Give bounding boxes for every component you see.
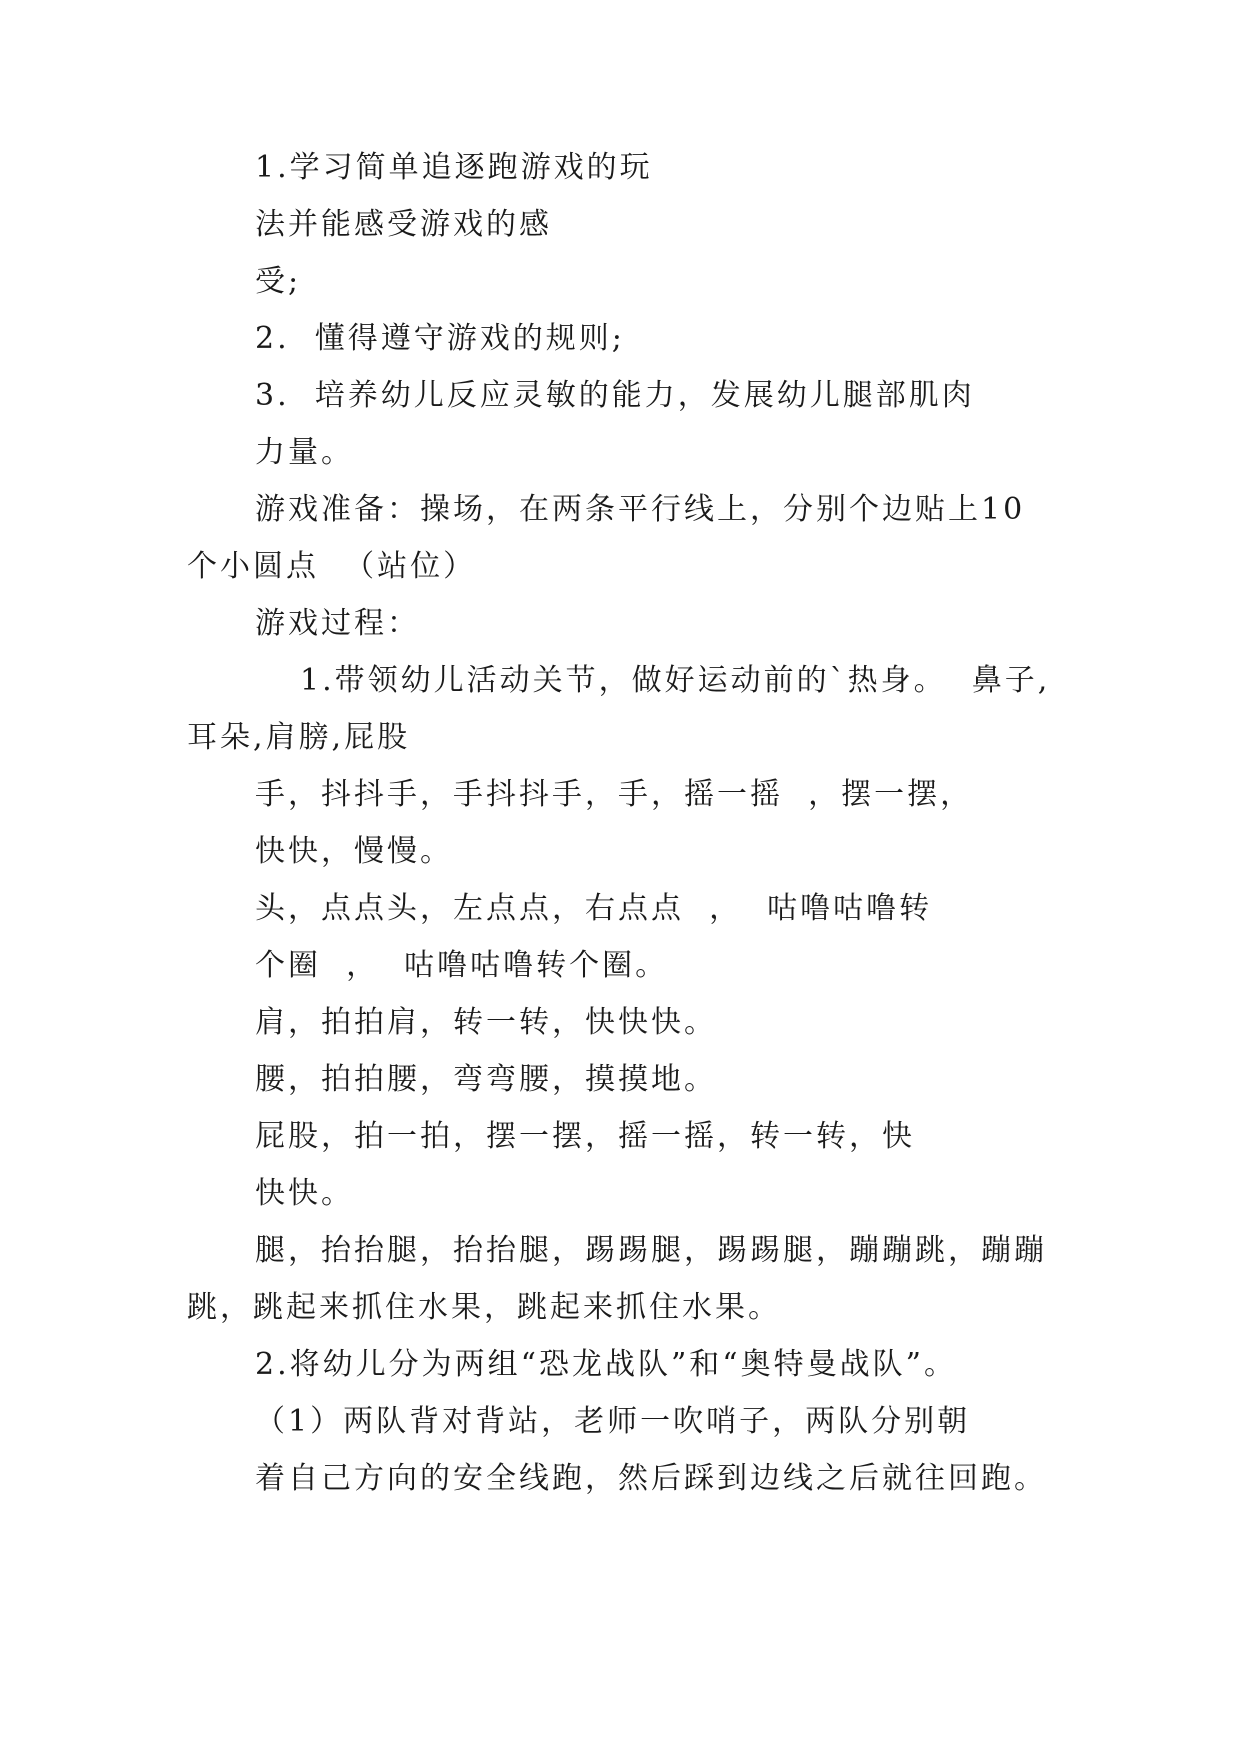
text-line: 游戏过程： [255,606,420,641]
text-line: 3. 培养幼儿反应灵敏的能力，发展幼儿腿部肌肉 [255,378,975,413]
text-line: 手，抖抖手，手抖抖手，手，摇一摇 ，摆一摆， [255,777,974,812]
text-line: 1.带领幼儿活动关节，做好运动前的`热身。 鼻子, [300,663,1051,698]
text-line: 腿，抬抬腿，抬抬腿，踢踢腿，踢踢腿，蹦蹦跳，蹦蹦 [255,1233,1047,1268]
text-line: 1.学习简单追逐跑游戏的玩 [255,150,653,185]
text-line: 头，点点头，左点点，右点点 ， 咕噜咕噜转 [255,891,933,926]
text-line: 2.将幼儿分为两组“恐龙战队”和“奥特曼战队”。 [255,1347,957,1382]
text-line: （1）两队背对背站，老师一吹哨子，两队分别朝 [255,1404,971,1439]
text-line: 2. 懂得遵守游戏的规则; [255,321,625,356]
text-line: 游戏准备：操场，在两条平行线上，分别个边贴上10 [255,492,1026,527]
text-line: 快快，慢慢。 [255,834,453,869]
text-line: 着自己方向的安全线跑，然后踩到边线之后就往回跑。 [255,1461,1047,1496]
text-line: 快快。 [255,1176,354,1211]
text-line: 屁股，拍一拍，摆一摆，摇一摇，转一转，快 [255,1119,915,1154]
text-line: 跳，跳起来抓住水果，跳起来抓住水果。 [187,1290,781,1325]
text-line: 肩，拍拍肩，转一转，快快快。 [255,1005,717,1040]
text-line: 法并能感受游戏的感 [255,207,552,242]
text-line: 力量。 [255,435,354,470]
text-line: 腰，拍拍腰，弯弯腰，摸摸地。 [255,1062,717,1097]
text-line: 个小圆点 （站位） [187,549,477,584]
text-line: 耳朵,肩膀,屁股 [187,720,411,755]
text-line: 个圈 ， 咕噜咕噜转个圈。 [255,948,669,983]
text-line: 受; [255,264,302,299]
